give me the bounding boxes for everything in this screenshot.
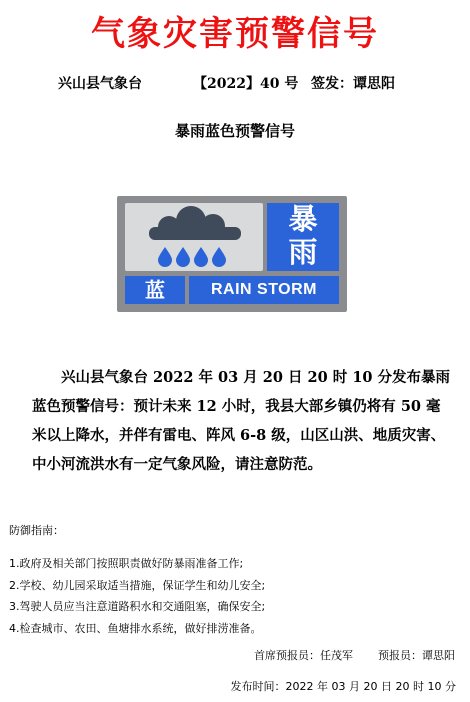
issue-time: 发布时间：2022 年 03 月 20 日 20 时 10 分 — [230, 680, 456, 693]
guidance-heading: 防御指南： — [9, 524, 64, 537]
signer: 签发：谭思阳 — [311, 76, 395, 92]
issuer: 兴山县气象台 — [58, 76, 142, 92]
warning-level: 蓝 — [125, 276, 185, 304]
guidance-item: 3.驾驶人员应当注意道路积水和交通阻塞，确保安全; — [9, 600, 266, 614]
chief-forecaster: 首席预报员：任茂军 — [254, 649, 353, 662]
warning-body: 兴山县气象台 2022 年 03 月 20 日 20 时 10 分发布暴雨蓝色预警信号：预计未来 12 小时，我县大部乡镇仍将有 50 毫米以上降水，并伴有雷电、阵风 6-8 级，山区山洪、地质灾害、中小河流洪水有一定气象风险，请注意防范。 — [32, 369, 451, 473]
forecaster: 预报员：谭思阳 — [378, 649, 455, 662]
guidance-item: 1.政府及相关部门按照职责做好防暴雨准备工作; — [9, 557, 244, 570]
rain-cloud-icon — [125, 203, 263, 271]
guidance-list — [9, 553, 265, 640]
kanji-bottom: 雨 — [288, 235, 318, 269]
document-title: 气象灾害预警信号 — [91, 14, 379, 54]
header-meta — [0, 73, 470, 95]
guidance-item: 2.学校、幼儿园采取适当措施，保证学生和幼儿安全; — [9, 578, 266, 592]
warning-subtitle: 暴雨蓝色预警信号 — [174, 122, 295, 140]
doc-number: 【2022】40 号 — [193, 76, 299, 92]
rainstorm-warning-sign — [117, 196, 347, 312]
english-label: RAIN STORM — [189, 276, 339, 304]
rainstorm-kanji — [267, 203, 339, 271]
kanji-top: 暴 — [288, 202, 318, 236]
guidance-item: 4.检查城市、农田、鱼塘排水系统，做好排涝准备。 — [9, 622, 262, 636]
